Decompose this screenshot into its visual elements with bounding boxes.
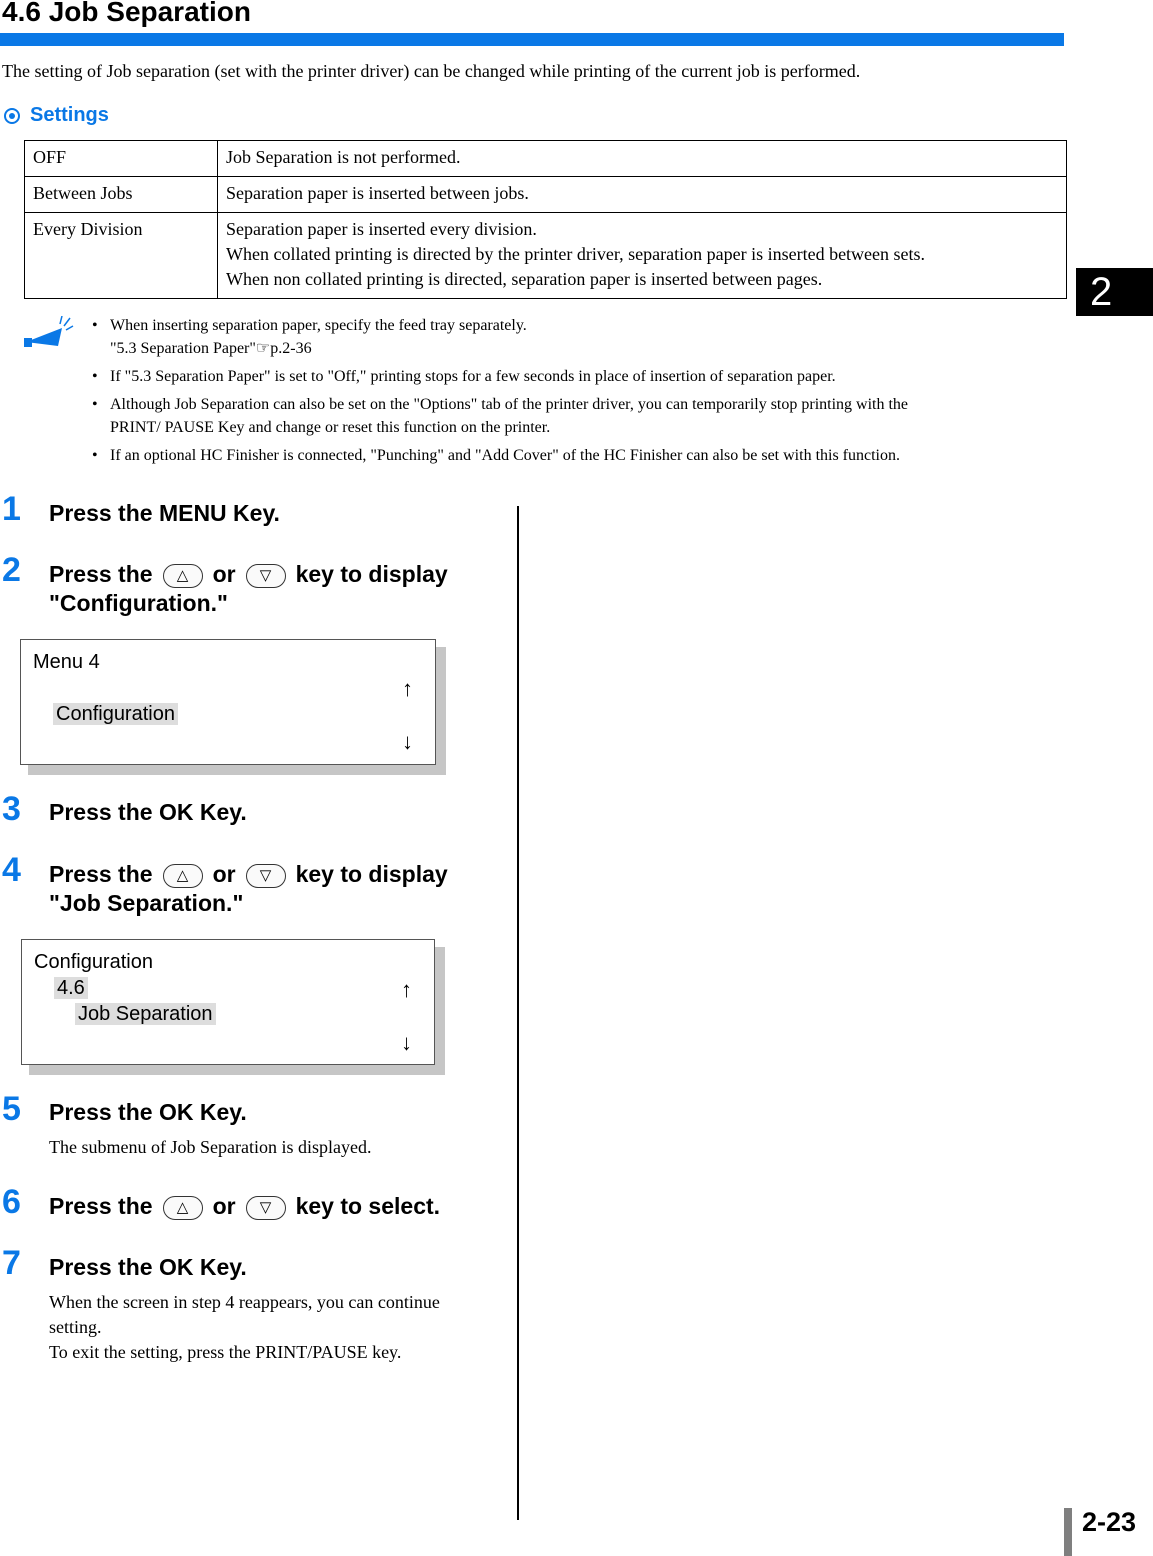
step-instruction: Press the MENU Key. xyxy=(49,500,280,526)
settings-heading xyxy=(4,104,109,127)
target-bullet-icon xyxy=(4,108,20,124)
up-arrow-key-icon: △ xyxy=(163,564,203,588)
up-arrow-key-icon: △ xyxy=(163,864,203,888)
list-item: • If "5.3 Separation Paper" is set to "Off," printing stops for a few seconds in place of insertion of separation paper. xyxy=(92,365,1062,388)
setting-key: Between Jobs xyxy=(25,177,218,213)
step-description: When the screen in step 4 reappears, you can continue setting. To exit the setting, press the PRINT/PAUSE key. xyxy=(49,1292,440,1362)
page-number-bar xyxy=(1064,1508,1072,1556)
lcd-display xyxy=(21,939,435,1065)
setting-key: Every Division xyxy=(25,213,218,299)
down-arrow-icon: ↓ xyxy=(402,729,413,754)
down-arrow-icon: ↓ xyxy=(401,1030,412,1055)
step-number: 3 xyxy=(2,790,21,828)
lcd-display xyxy=(20,639,436,765)
setting-key: OFF xyxy=(25,141,218,177)
up-arrow-icon: ↑ xyxy=(401,977,412,1002)
lcd-menu-number: 4.6 xyxy=(54,977,88,1000)
section-title: 4.6 Job Separation xyxy=(2,0,251,27)
step-number: 2 xyxy=(2,551,21,589)
settings-table xyxy=(24,140,1067,299)
lcd-selected-item: Job Separation xyxy=(75,1003,216,1026)
table-row xyxy=(25,141,1067,177)
intro-paragraph: The setting of Job separation (set with the printer driver) can be changed while printing of the current job is performed. xyxy=(2,61,861,81)
setting-description: Job Separation is not performed. xyxy=(218,141,1067,177)
step-number: 6 xyxy=(2,1183,21,1221)
list-item: • Although Job Separation can also be set on the "Options" tab of the printer driver, you can temporarily stop printing with the PRINT/ PAUSE Key and change or reset this function on the printer. xyxy=(92,393,1062,439)
step-instruction: Press the △ or ▽ key to display "Configuration." xyxy=(49,561,448,616)
up-arrow-key-icon: △ xyxy=(163,1196,203,1220)
down-arrow-key-icon: ▽ xyxy=(246,1196,286,1220)
lcd-title: Configuration xyxy=(34,951,153,973)
down-arrow-key-icon: ▽ xyxy=(246,564,286,588)
setting-description: Separation paper is inserted every division. When collated printing is directed by the printer driver, separation paper is inserted between sets. When non collated printing is directed, separation paper is inserted between pages. xyxy=(218,213,1067,299)
step-number: 5 xyxy=(2,1090,21,1128)
chapter-tab: 2 xyxy=(1076,268,1153,316)
step-number: 4 xyxy=(2,851,21,889)
step-instruction: Press the △ or ▽ key to select. xyxy=(49,1193,441,1219)
title-rule xyxy=(0,33,1064,46)
page-number: 2-23 xyxy=(1082,1507,1137,1537)
step-instruction: Press the OK Key. xyxy=(49,799,247,825)
note-megaphone-icon xyxy=(24,316,74,350)
down-arrow-key-icon: ▽ xyxy=(246,864,286,888)
step-instruction: Press the △ or ▽ key to display "Job Separation." xyxy=(49,861,448,916)
step-number: 1 xyxy=(2,490,21,528)
list-item: • If an optional HC Finisher is connected, "Punching" and "Add Cover" of the HC Finisher can also be set with this function. xyxy=(92,444,1062,467)
settings-heading-label: Settings xyxy=(30,104,109,126)
step-number: 7 xyxy=(2,1244,21,1282)
table-row xyxy=(25,213,1067,299)
lcd-title: Menu 4 xyxy=(33,651,100,673)
lcd-selected-item: Configuration xyxy=(53,703,178,726)
step-instruction: Press the OK Key. xyxy=(49,1254,247,1280)
up-arrow-icon: ↑ xyxy=(402,676,413,701)
setting-description: Separation paper is inserted between jobs. xyxy=(218,177,1067,213)
notes-list xyxy=(92,314,1062,472)
step-instruction: Press the OK Key. xyxy=(49,1099,247,1125)
step-description: The submenu of Job Separation is displayed. xyxy=(49,1137,372,1157)
column-divider xyxy=(517,506,519,1520)
table-row xyxy=(25,177,1067,213)
list-item: • When inserting separation paper, specify the feed tray separately. "5.3 Separation Paper"☞p.2-36 xyxy=(92,314,1062,360)
